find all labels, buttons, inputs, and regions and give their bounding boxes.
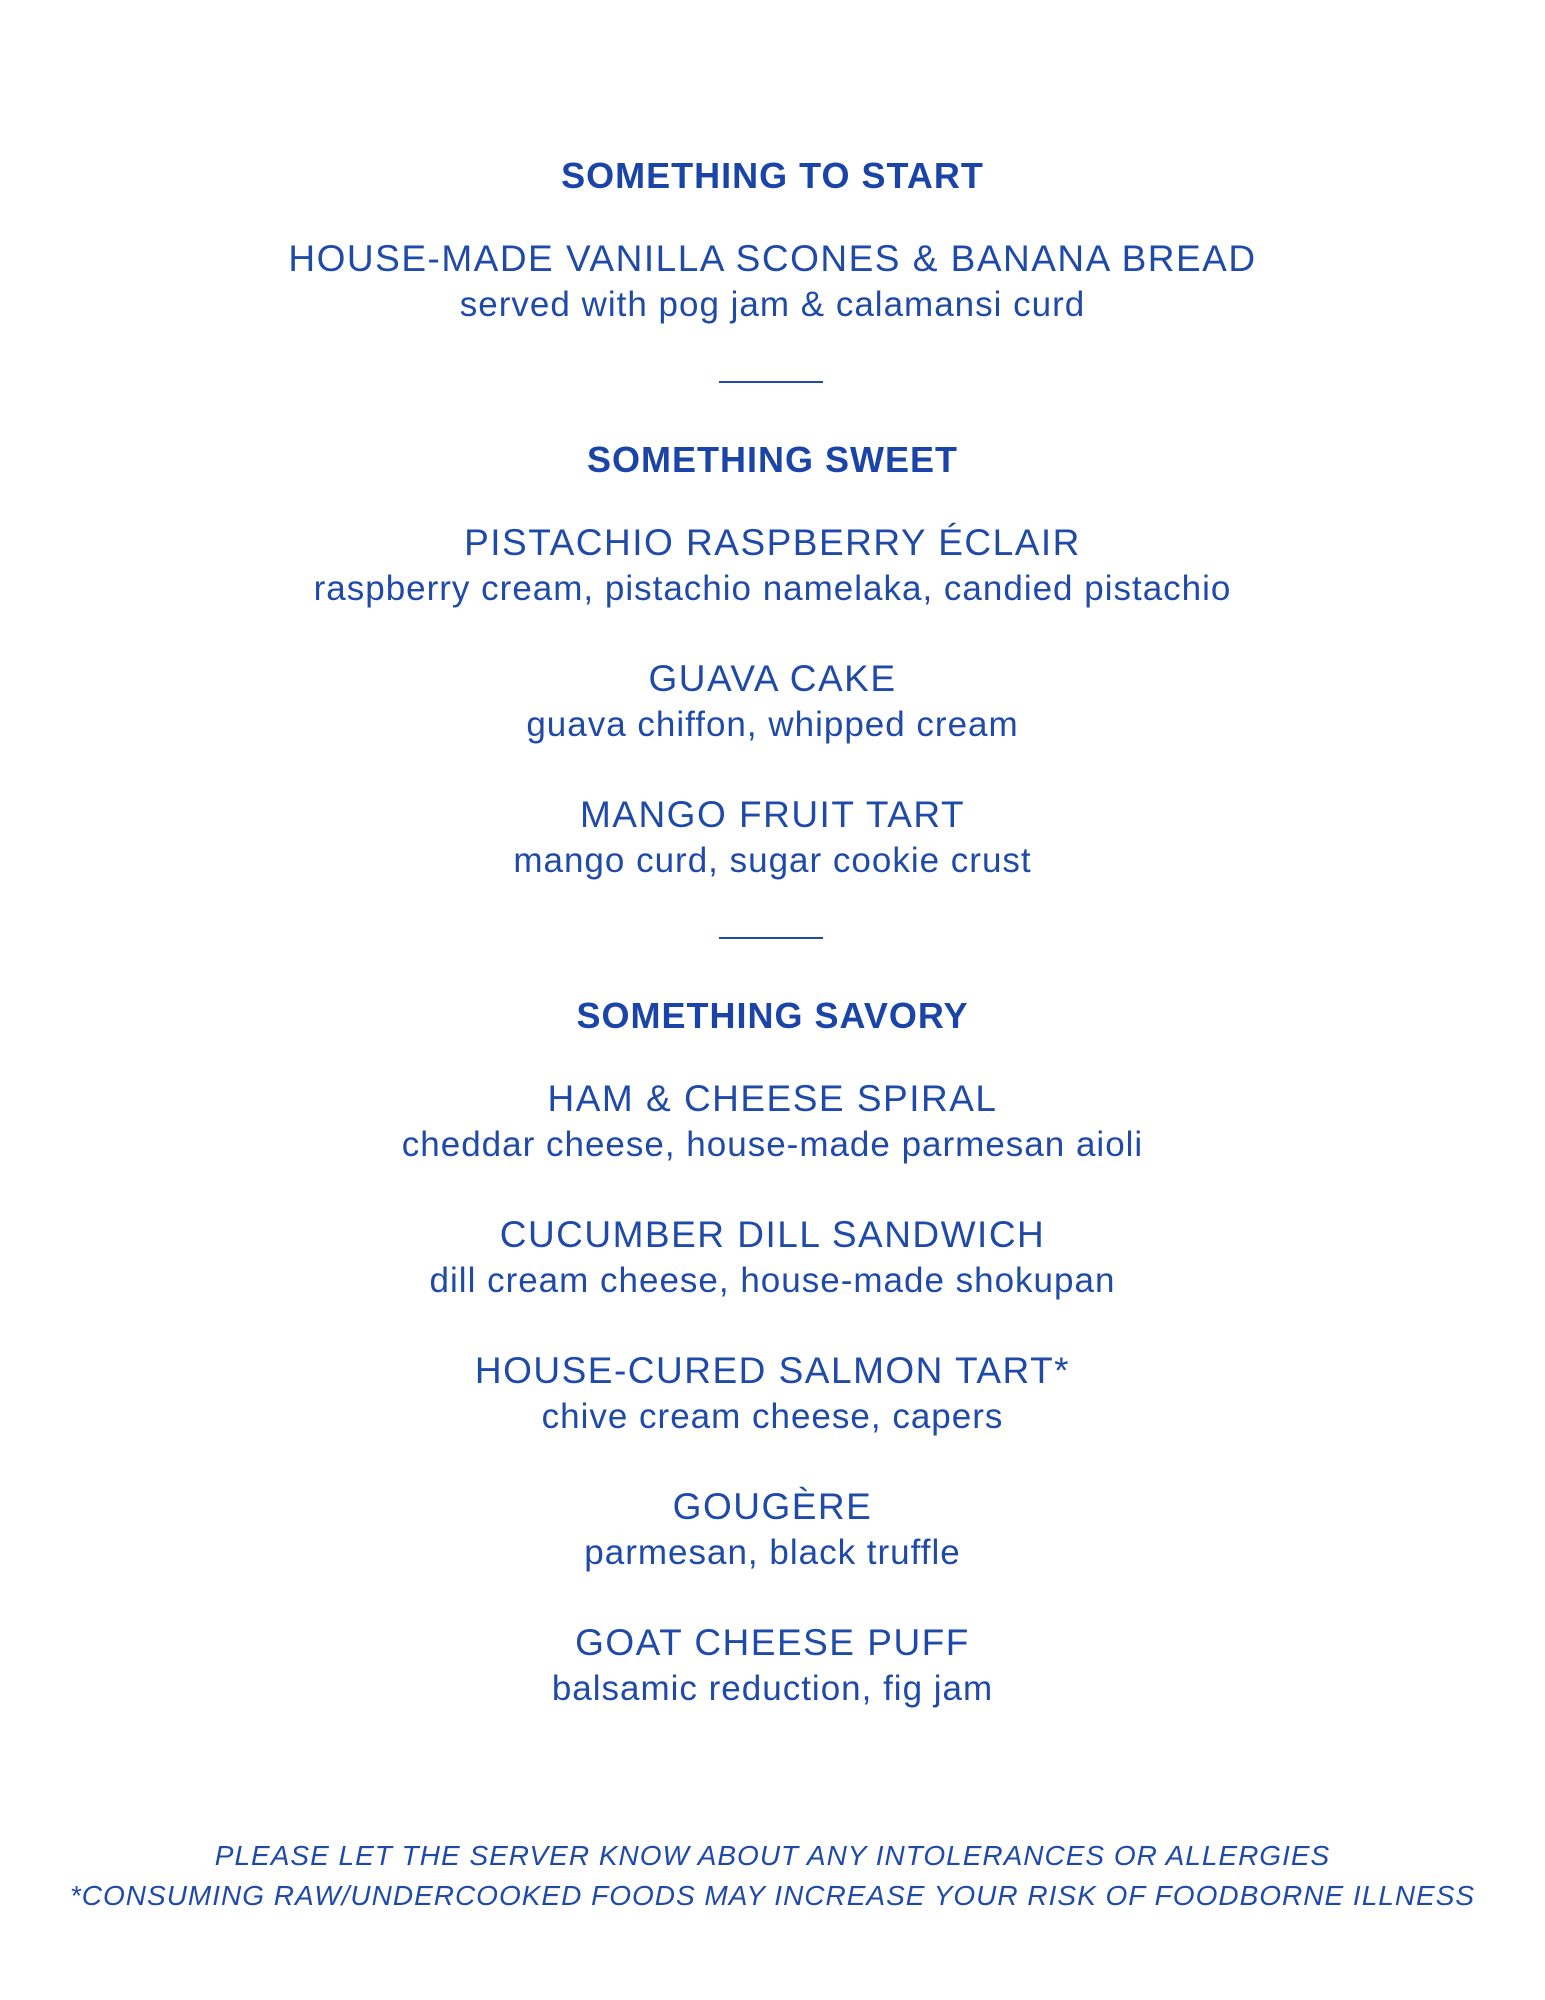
menu-item-description: parmesan, black truffle	[584, 1533, 961, 1572]
menu-item-name: HAM & CHEESE SPIRAL	[547, 1078, 998, 1119]
menu-item-description: raspberry cream, pistachio namelaka, candied pistachio	[313, 569, 1232, 608]
section-heading-sweet: SOMETHING SWEET	[586, 439, 958, 480]
menu-item-description: cheddar cheese, house-made parmesan aioli	[401, 1125, 1144, 1164]
menu-item-description: guava chiffon, whipped cream	[526, 705, 1019, 744]
menu-item-name: CUCUMBER DILL SANDWICH	[499, 1214, 1046, 1255]
allergy-notice: PLEASE LET THE SERVER KNOW ABOUT ANY INTOLERANCES OR ALLERGIES	[214, 1840, 1331, 1871]
section-divider	[719, 937, 823, 939]
menu-item-name: PISTACHIO RASPBERRY ÉCLAIR	[464, 522, 1081, 563]
section-heading-start: SOMETHING TO START	[561, 155, 984, 196]
menu-item-name: HOUSE-CURED SALMON TART*	[474, 1350, 1071, 1391]
menu-item-description: chive cream cheese, capers	[541, 1397, 1004, 1436]
menu-item-name: GOUGÈRE	[672, 1486, 873, 1527]
menu-item-name: GUAVA CAKE	[648, 658, 897, 699]
menu-item-name: HOUSE-MADE VANILLA SCONES & BANANA BREAD	[288, 238, 1257, 279]
menu-item-name: GOAT CHEESE PUFF	[575, 1622, 970, 1663]
section-heading-savory: SOMETHING SAVORY	[576, 995, 969, 1036]
menu-item-name: MANGO FRUIT TART	[579, 794, 966, 835]
menu-item-description: balsamic reduction, fig jam	[551, 1669, 994, 1708]
section-divider	[719, 381, 823, 383]
raw-food-notice: *CONSUMING RAW/UNDERCOOKED FOODS MAY INCREASE YOUR RISK OF FOODBORNE ILLNESS	[69, 1880, 1476, 1911]
menu-item-description: mango curd, sugar cookie crust	[513, 841, 1032, 880]
menu-item-description: dill cream cheese, house-made shokupan	[429, 1261, 1116, 1300]
menu-item-description: served with pog jam & calamansi curd	[459, 285, 1086, 324]
